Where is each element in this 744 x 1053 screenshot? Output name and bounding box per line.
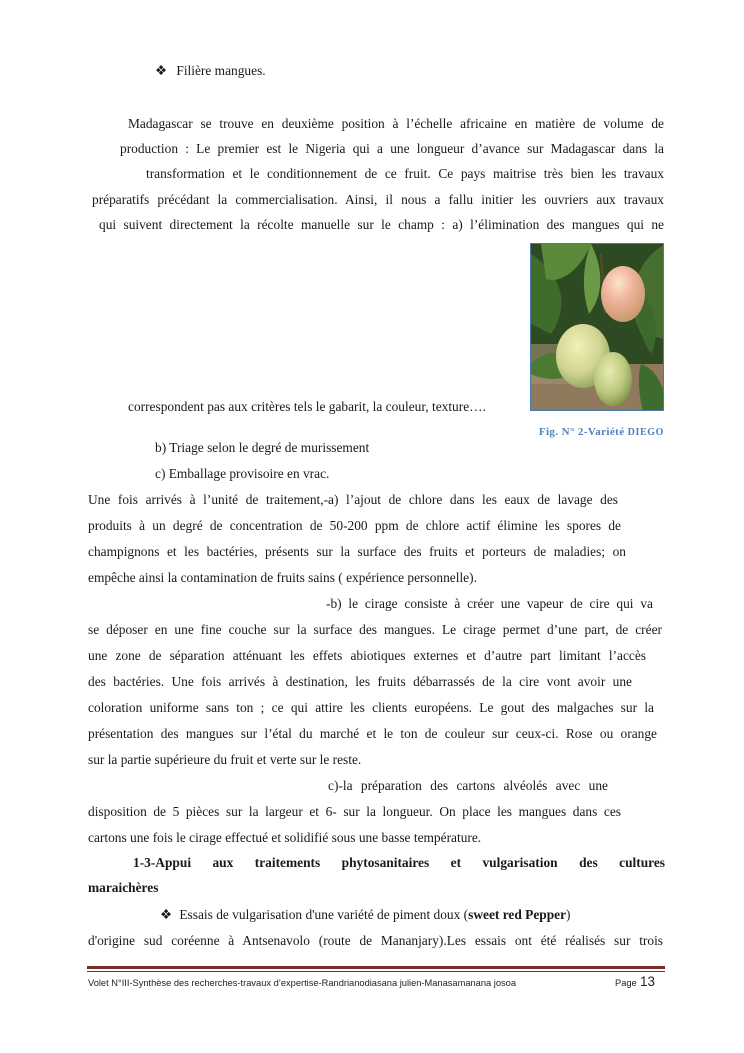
section-heading-line-1 — [133, 855, 665, 871]
paragraph2-line-11: sur la partie supérieure du fruit et verte sur le reste. — [88, 752, 362, 767]
paragraph1-line-3: transformation et le conditionnement de ce fruit. Ce pays maitrise très bien les travaux — [146, 166, 664, 181]
heading-word: des — [579, 855, 598, 870]
footer-text: Volet N°III-Synthèse des recherches-travaux d’expertise-Randrianodiasana julien-Manasamanana josoa — [88, 978, 516, 988]
heading-word: cultures — [619, 855, 665, 870]
paragraph2-line-14: cartons une fois le cirage effectué et solidifié sous une basse température. — [88, 830, 482, 845]
heading-word: 1-3-Appui — [133, 855, 192, 870]
paragraph2-line-7: une zone de séparation atténuant les effets abiotiques externes et d’autre part limitant l’accès — [88, 648, 646, 663]
section-heading-line-2: maraichères — [88, 880, 159, 895]
paragraph1-line-2: production : Le premier est le Nigeria qui a une longueur d’avance sur Madagascar dans la — [120, 141, 664, 156]
subsection-text-before: Essais de vulgarisation d'une variété de piment doux ( — [179, 907, 469, 922]
footer-rule-thin — [87, 971, 665, 972]
footer-rule-thick — [87, 966, 665, 969]
subsection-bold-text: sweet red Pepper — [468, 907, 567, 922]
paragraph2-line-3: champignons et les bactéries, présents sur la surface des fruits et porteurs de maladies; on — [88, 544, 626, 559]
heading-word: et — [450, 855, 462, 870]
four-petal-diamond-bullet-icon: ❖ — [160, 907, 173, 922]
page-label: Page — [615, 978, 637, 988]
list-item-triage: b) Triage selon le degré de murissement — [155, 440, 370, 455]
figure-caption — [470, 426, 664, 438]
heading-word: traitements — [254, 855, 321, 870]
paragraph2-line-12: c)-la préparation des cartons alvéolés avec une — [328, 778, 608, 793]
list-item-emballage: c) Emballage provisoire en vrac. — [155, 466, 330, 481]
heading-word: aux — [212, 855, 234, 870]
section-title: Filière mangues. — [176, 63, 266, 78]
paragraph1-line-6: correspondent pas aux critères tels le gabarit, la couleur, texture…. — [128, 399, 486, 414]
paragraph1-line-1: Madagascar se trouve en deuxième position à l’échelle africaine en matière de volume de — [128, 116, 664, 131]
page-number: 13 — [640, 974, 656, 989]
paragraph2-line-10: présentation des mangues sur l’étal du marché et le ton de couleur sur ceux-ci. Rose ou orange — [88, 726, 657, 741]
subsection-line-1 — [160, 907, 571, 923]
figure-caption-name: DIEGO — [627, 427, 664, 438]
paragraph2-line-5: -b) le cirage consiste à créer une vapeur de cire qui va — [326, 596, 653, 611]
four-petal-diamond-bullet-icon: ❖ — [155, 63, 168, 78]
paragraph2-line-13: disposition de 5 pièces sur la largeur et 6- sur la longueur. On place les mangues dans ces — [88, 804, 621, 819]
subsection-text-after: ) — [566, 907, 571, 922]
subsection-line-2: d'origine sud coréenne à Antsenavolo (route de Mananjary).Les essais ont été réalisés sur trois — [88, 933, 663, 948]
figure-caption-prefix: Fig. N° 2-Variété — [538, 426, 625, 438]
paragraph1-line-4: préparatifs précédant la commercialisation. Ainsi, il nous a fallu initier les ouvriers aux travaux — [92, 192, 664, 207]
paragraph2-line-8: des bactéries. Une fois arrivés à destination, les fruits débarrassés de la cire vont avoir une — [88, 674, 632, 689]
heading-word: vulgarisation — [482, 855, 558, 870]
paragraph2-line-6: se déposer en une fine couche sur la surface des mangues. Le cirage permet d’une part, de créer — [88, 622, 662, 637]
paragraph2-line-9: coloration uniforme sans ton ; ce qui attire les clients européens. Le gout des malgaches sur la — [88, 700, 654, 715]
mango-diego-photo — [530, 243, 664, 411]
heading-word: phytosanitaires — [341, 855, 430, 870]
paragraph2-line-4: empêche ainsi la contamination de fruits sains ( expérience personnelle). — [88, 570, 477, 585]
section-title-bullet — [155, 63, 266, 79]
paragraph2-line-1: Une fois arrivés à l’unité de traitement,-a) l’ajout de chlore dans les eaux de lavage des — [88, 492, 618, 507]
paragraph2-line-2: produits à un degré de concentration de 50-200 ppm de chlore actif élimine les spores de — [88, 518, 621, 533]
paragraph1-line-5: qui suivent directement la récolte manuelle sur le champ : a) l’élimination des mangues qui ne — [99, 217, 664, 232]
